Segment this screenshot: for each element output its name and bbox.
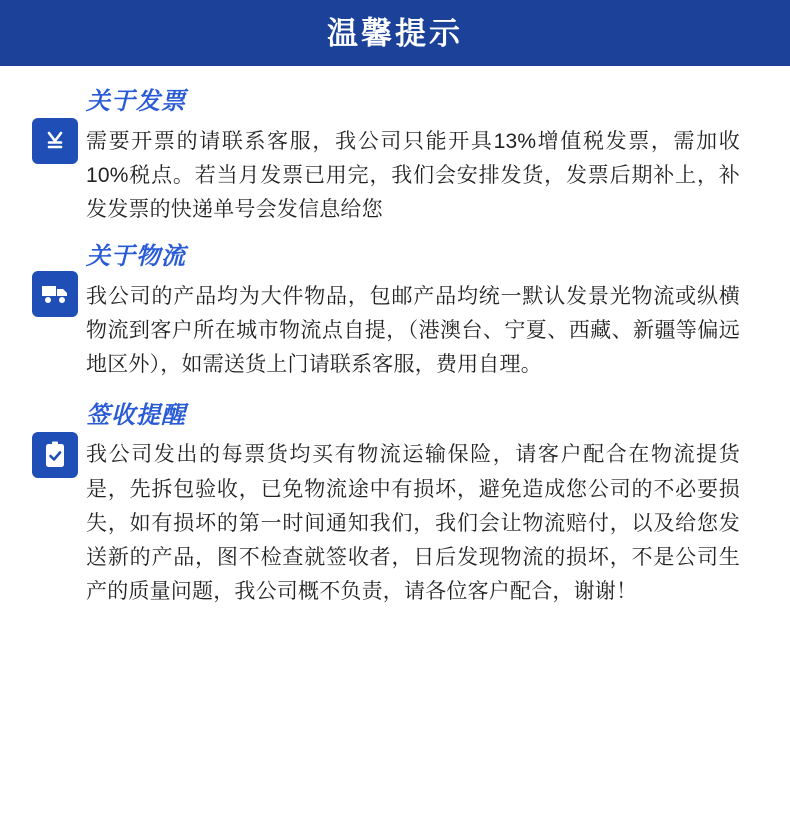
- section-logistics-title: 关于物流: [86, 242, 186, 270]
- clipboard-check-icon: [32, 432, 78, 478]
- section-signature-icon-wrap: [24, 402, 86, 478]
- section-logistics-icon-wrap: [24, 243, 86, 317]
- section-invoice: [24, 88, 746, 227]
- section-invoice-text: [86, 88, 746, 227]
- delivery-truck-icon: [32, 271, 78, 317]
- section-logistics: [24, 243, 746, 382]
- section-logistics-text: [86, 243, 746, 382]
- page-header-banner: [0, 0, 790, 66]
- section-invoice-title: 关于发票: [86, 88, 186, 115]
- section-logistics-body: 我公司的产品均为大件物品，包邮产品均统一默认发景光物流或纵横物流到客户所在城市物流点自提，（港澳台、宁夏、西藏、新疆等偏远地区外），如需送货上门请联系客服，费用自理。: [86, 284, 740, 376]
- section-signature-title: 签收提醒: [86, 401, 186, 429]
- notice-sections: [0, 66, 790, 609]
- section-signature-text: [86, 402, 746, 609]
- section-invoice-body: 需要开票的请联系客服，我公司只能开具13%增值税发票，需加收10%税点。若当月发票已用完，我们会安排发货，发票后期补上，补发发票的快递单号会发信息给您: [86, 129, 740, 221]
- page-title: 温馨提示: [327, 15, 463, 51]
- yuan-invoice-icon: [32, 118, 78, 164]
- section-signature-body: 我公司发出的每票货均买有物流运输保险，请客户配合在物流提货是，先拆包验收，已免物流途中有损坏，避免造成您公司的不必要损失，如有损坏的第一时间通知我们，我们会让物流赔付，以及给您发送新的产品，图不检查就签收者，日后发现物流的损坏，不是公司生产的质量问题，我公司概不负责，请各位客户配合，谢谢！: [86, 443, 740, 603]
- section-invoice-icon-wrap: [24, 88, 86, 164]
- section-signature: [24, 402, 746, 609]
